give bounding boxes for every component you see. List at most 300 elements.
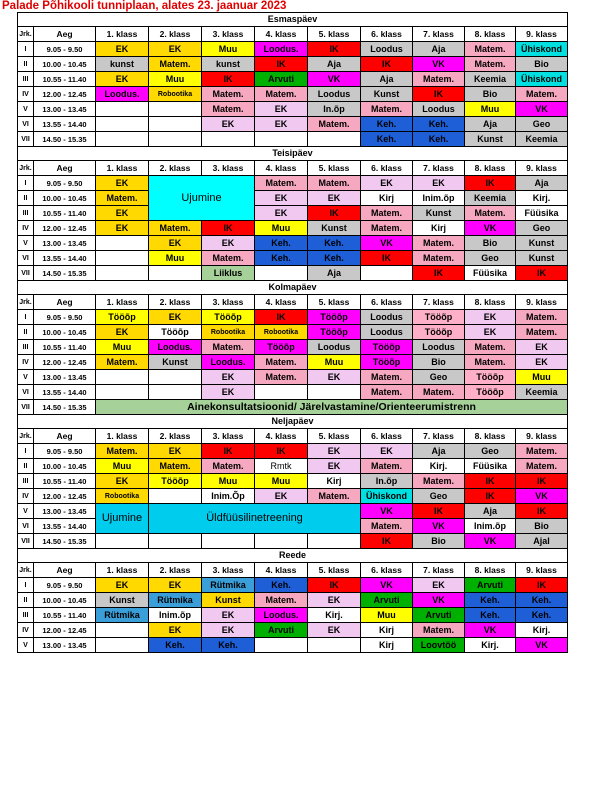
lesson-cell: Keh. xyxy=(516,593,568,608)
lesson-cell: EK xyxy=(96,474,149,489)
lesson-number: VII xyxy=(18,400,34,415)
lesson-cell: VK xyxy=(413,593,465,608)
lesson-row xyxy=(18,400,568,415)
lesson-cell: Loodus. xyxy=(255,608,308,623)
col-header-class: 1. klass xyxy=(96,27,149,42)
lesson-cell: IK xyxy=(202,221,255,236)
lesson-cell: Matem. xyxy=(308,117,361,132)
lesson-cell: Keh. xyxy=(516,608,568,623)
day-name: Esmaspäev xyxy=(18,13,568,27)
lesson-cell: Robootika xyxy=(149,87,202,102)
col-header-aeg: Aeg xyxy=(34,161,96,176)
lesson-cell: Muu xyxy=(149,72,202,87)
lesson-time: 10.55 - 11.40 xyxy=(34,608,96,623)
lesson-cell xyxy=(255,266,308,281)
lesson-cell: IK xyxy=(361,534,413,549)
lesson-time: 14.50 - 15.35 xyxy=(34,132,96,147)
lesson-cell xyxy=(149,370,202,385)
lesson-time: 10.55 - 11.40 xyxy=(34,474,96,489)
lesson-time: 9.05 - 9.50 xyxy=(34,444,96,459)
lesson-time: 13.55 - 14.40 xyxy=(34,117,96,132)
col-header-class: 6. klass xyxy=(361,563,413,578)
lesson-cell: EK xyxy=(308,593,361,608)
lesson-cell: Matem. xyxy=(465,42,516,57)
lesson-number: II xyxy=(18,191,34,206)
lesson-cell: Aja xyxy=(361,72,413,87)
lesson-cell: Matem. xyxy=(465,57,516,72)
lesson-cell: Arvuti xyxy=(255,72,308,87)
lesson-cell: Ujumine xyxy=(96,504,149,534)
lesson-cell: Geo xyxy=(465,444,516,459)
lesson-cell: Ajal xyxy=(516,534,568,549)
lesson-cell: EK xyxy=(149,444,202,459)
lesson-time: 13.00 - 13.45 xyxy=(34,370,96,385)
lesson-row xyxy=(18,474,568,489)
lesson-cell: IK xyxy=(255,57,308,72)
lesson-cell: Matem. xyxy=(149,57,202,72)
lesson-cell: Matem. xyxy=(255,355,308,370)
lesson-row xyxy=(18,236,568,251)
lesson-number: I xyxy=(18,310,34,325)
lesson-cell: EK xyxy=(96,176,149,191)
col-header-class: 9. klass xyxy=(516,161,568,176)
lesson-cell: Robootika xyxy=(96,489,149,504)
lesson-cell: EK xyxy=(202,236,255,251)
lesson-cell: Keh. xyxy=(308,251,361,266)
lesson-cell: Muu xyxy=(96,340,149,355)
lesson-cell: Matem. xyxy=(413,385,465,400)
lesson-cell: Tööõp xyxy=(308,310,361,325)
lesson-cell: Matem. xyxy=(516,87,568,102)
lesson-cell: Loodus xyxy=(361,325,413,340)
lesson-number: VII xyxy=(18,132,34,147)
lesson-cell xyxy=(96,638,149,653)
lesson-cell: Keh. xyxy=(255,236,308,251)
lesson-cell: kunst xyxy=(96,57,149,72)
lesson-cell: Loodus xyxy=(308,340,361,355)
lesson-cell: Matem. xyxy=(308,176,361,191)
column-header-row xyxy=(18,161,568,176)
lesson-cell: Matem. xyxy=(516,444,568,459)
lesson-cell: Tööõp xyxy=(149,325,202,340)
lesson-cell: Matem. xyxy=(96,355,149,370)
lesson-cell xyxy=(255,132,308,147)
lesson-cell: VK xyxy=(516,489,568,504)
col-header-class: 8. klass xyxy=(465,429,516,444)
lesson-row xyxy=(18,355,568,370)
lesson-time: 10.55 - 11.40 xyxy=(34,72,96,87)
lesson-row xyxy=(18,176,568,191)
lesson-cell xyxy=(96,370,149,385)
lesson-cell: EK xyxy=(308,370,361,385)
lesson-cell: Kunst xyxy=(516,236,568,251)
lesson-time: 13.00 - 13.45 xyxy=(34,102,96,117)
lesson-cell xyxy=(149,534,202,549)
lesson-cell: Keh. xyxy=(465,608,516,623)
lesson-cell: Muu xyxy=(516,370,568,385)
col-header-class: 5. klass xyxy=(308,429,361,444)
lesson-cell xyxy=(96,623,149,638)
lesson-cell: Üldfüüsilinetreening xyxy=(149,504,361,534)
lesson-cell: IK xyxy=(465,489,516,504)
lesson-time: 10.00 - 10.45 xyxy=(34,593,96,608)
col-header-class: 9. klass xyxy=(516,27,568,42)
lesson-row xyxy=(18,72,568,87)
lesson-cell: EK xyxy=(202,370,255,385)
lesson-cell xyxy=(96,102,149,117)
column-header-row xyxy=(18,563,568,578)
lesson-cell: Keemia xyxy=(516,385,568,400)
lesson-cell: Kunst xyxy=(413,206,465,221)
lesson-cell: Kunst xyxy=(308,221,361,236)
lesson-cell: VK xyxy=(465,534,516,549)
lesson-row xyxy=(18,504,568,519)
lesson-cell: EK xyxy=(361,176,413,191)
lesson-time: 13.00 - 13.45 xyxy=(34,504,96,519)
lesson-cell: Muu xyxy=(255,474,308,489)
lesson-time: 10.55 - 11.40 xyxy=(34,206,96,221)
lesson-cell: EK xyxy=(202,608,255,623)
lesson-time: 10.00 - 10.45 xyxy=(34,459,96,474)
lesson-cell xyxy=(202,132,255,147)
lesson-cell: Rütmika xyxy=(202,578,255,593)
lesson-number: II xyxy=(18,593,34,608)
col-header-class: 3. klass xyxy=(202,429,255,444)
lesson-time: 14.50 - 15.35 xyxy=(34,266,96,281)
lesson-number: III xyxy=(18,206,34,221)
lesson-number: V xyxy=(18,638,34,653)
lesson-cell: VK xyxy=(308,72,361,87)
lesson-cell: Kunst xyxy=(202,593,255,608)
lesson-number: V xyxy=(18,370,34,385)
lesson-cell: Matem. xyxy=(465,340,516,355)
page-title: Palade Põhikooli tunniplaan, alates 23. jaanuar 2023 xyxy=(2,0,287,12)
lesson-row xyxy=(18,623,568,638)
lesson-number: II xyxy=(18,57,34,72)
lesson-cell: Keh. xyxy=(308,236,361,251)
lesson-time: 12.00 - 12.45 xyxy=(34,489,96,504)
lesson-cell: IK xyxy=(516,578,568,593)
lesson-cell: Arvuti xyxy=(255,623,308,638)
lesson-cell: Matem. xyxy=(202,251,255,266)
lesson-cell: Inim.õp xyxy=(465,519,516,534)
col-header-class: 1. klass xyxy=(96,295,149,310)
lesson-cell: IK xyxy=(361,251,413,266)
lesson-cell: Robootika xyxy=(255,325,308,340)
lesson-cell: EK xyxy=(202,623,255,638)
lesson-cell: Tööõp xyxy=(202,310,255,325)
col-header-class: 4. klass xyxy=(255,295,308,310)
col-header-class: 5. klass xyxy=(308,27,361,42)
lesson-cell: Loodus. xyxy=(96,87,149,102)
lesson-cell: EK xyxy=(96,221,149,236)
lesson-row xyxy=(18,42,568,57)
lesson-cell: Muu xyxy=(202,42,255,57)
lesson-cell: EK xyxy=(255,489,308,504)
lesson-cell: Matem. xyxy=(255,176,308,191)
lesson-cell: EK xyxy=(413,578,465,593)
lesson-cell: VK xyxy=(465,221,516,236)
lesson-cell: Muu xyxy=(96,459,149,474)
lesson-cell: Füüsika xyxy=(516,206,568,221)
col-header-class: 8. klass xyxy=(465,27,516,42)
lesson-cell: Geo xyxy=(413,370,465,385)
lesson-cell: Arvuti xyxy=(465,578,516,593)
lesson-row xyxy=(18,206,568,221)
lesson-cell: Matem. xyxy=(465,355,516,370)
day-name: Neljapäev xyxy=(18,415,568,429)
lesson-cell: Aja xyxy=(465,117,516,132)
col-header-class: 4. klass xyxy=(255,563,308,578)
lesson-time: 9.05 - 9.50 xyxy=(34,42,96,57)
lesson-cell: EK xyxy=(308,459,361,474)
lesson-cell: EK xyxy=(465,325,516,340)
lesson-cell: kunst xyxy=(202,57,255,72)
col-header-class: 1. klass xyxy=(96,429,149,444)
col-header-class: 2. klass xyxy=(149,161,202,176)
lesson-cell: Ühiskond xyxy=(516,42,568,57)
lesson-cell xyxy=(202,534,255,549)
col-header-class: 9. klass xyxy=(516,429,568,444)
lesson-time: 10.00 - 10.45 xyxy=(34,325,96,340)
col-header-class: 7. klass xyxy=(413,295,465,310)
lesson-cell: Keh. xyxy=(149,638,202,653)
lesson-cell: Bio xyxy=(516,519,568,534)
col-header-aeg: Aeg xyxy=(34,295,96,310)
lesson-number: I xyxy=(18,42,34,57)
lesson-cell: Matem. xyxy=(516,310,568,325)
lesson-cell: IK xyxy=(516,266,568,281)
lesson-cell xyxy=(255,638,308,653)
lesson-cell: Aja xyxy=(465,504,516,519)
lesson-cell: Geo xyxy=(516,221,568,236)
lesson-number: IV xyxy=(18,221,34,236)
lesson-cell: Kirj xyxy=(413,221,465,236)
lesson-row xyxy=(18,370,568,385)
lesson-cell: Rmtk xyxy=(255,459,308,474)
lesson-cell: Matem. xyxy=(96,191,149,206)
lesson-cell: Kirj xyxy=(361,191,413,206)
lesson-cell: EK xyxy=(516,355,568,370)
lesson-row xyxy=(18,221,568,236)
lesson-cell: EK xyxy=(255,191,308,206)
lesson-row xyxy=(18,534,568,549)
lesson-cell: Kirj xyxy=(361,638,413,653)
lesson-cell: Keh. xyxy=(255,251,308,266)
lesson-number: VI xyxy=(18,117,34,132)
lesson-cell xyxy=(149,132,202,147)
col-header-class: 3. klass xyxy=(202,27,255,42)
col-header-class: 3. klass xyxy=(202,563,255,578)
lesson-cell: Muu xyxy=(202,474,255,489)
lesson-cell: Tööõp xyxy=(308,325,361,340)
column-header-row xyxy=(18,429,568,444)
lesson-cell: Kunst xyxy=(516,251,568,266)
lesson-row xyxy=(18,251,568,266)
lesson-cell: IK xyxy=(465,474,516,489)
consultation-banner: Ainekonsultatsioonid/ Järelvastamine/Orienteerumistrenn xyxy=(96,400,568,415)
lesson-row xyxy=(18,489,568,504)
lesson-row xyxy=(18,608,568,623)
lesson-cell: Loodus. xyxy=(255,42,308,57)
lesson-row xyxy=(18,638,568,653)
lesson-cell: Geo xyxy=(465,251,516,266)
lesson-row xyxy=(18,340,568,355)
col-header-class: 3. klass xyxy=(202,161,255,176)
lesson-number: VI xyxy=(18,519,34,534)
lesson-cell: Matem. xyxy=(202,459,255,474)
lesson-cell: Geo xyxy=(516,117,568,132)
lesson-number: III xyxy=(18,340,34,355)
lesson-cell: Matem. xyxy=(255,593,308,608)
lesson-cell: EK xyxy=(361,444,413,459)
col-header-class: 3. klass xyxy=(202,295,255,310)
lesson-cell: Robootika xyxy=(202,325,255,340)
lesson-cell xyxy=(308,385,361,400)
lesson-cell: Matem. xyxy=(361,102,413,117)
lesson-cell: EK xyxy=(516,340,568,355)
lesson-cell: Tööõp xyxy=(96,310,149,325)
lesson-cell: Tööõp xyxy=(255,340,308,355)
lesson-cell: EK xyxy=(255,206,308,221)
lesson-cell: Matem. xyxy=(361,370,413,385)
lesson-cell: Loodus xyxy=(308,87,361,102)
lesson-cell: EK xyxy=(96,72,149,87)
col-header-class: 7. klass xyxy=(413,161,465,176)
col-header-class: 4. klass xyxy=(255,27,308,42)
column-header-row xyxy=(18,295,568,310)
lesson-cell: Keh. xyxy=(413,117,465,132)
lesson-cell: Aja xyxy=(308,57,361,72)
day-name: Teisipäev xyxy=(18,147,568,161)
lesson-row xyxy=(18,266,568,281)
lesson-cell: Kirj. xyxy=(308,608,361,623)
lesson-cell: Tööõp xyxy=(149,474,202,489)
lesson-cell: Kirj. xyxy=(413,459,465,474)
lesson-cell: Arvuti xyxy=(413,608,465,623)
col-header-class: 8. klass xyxy=(465,563,516,578)
lesson-cell: EK xyxy=(96,42,149,57)
lesson-row xyxy=(18,102,568,117)
lesson-cell xyxy=(96,385,149,400)
lesson-time: 13.55 - 14.40 xyxy=(34,385,96,400)
lesson-cell: Matem. xyxy=(96,444,149,459)
col-header-class: 1. klass xyxy=(96,161,149,176)
lesson-cell: Keemia xyxy=(465,72,516,87)
column-header-row xyxy=(18,27,568,42)
lesson-cell: Loodus xyxy=(413,102,465,117)
col-header-class: 1. klass xyxy=(96,563,149,578)
lesson-cell: Kunst xyxy=(149,355,202,370)
lesson-cell: VK xyxy=(361,504,413,519)
lesson-row xyxy=(18,593,568,608)
lesson-cell: In.õp xyxy=(361,474,413,489)
lesson-cell: Matem. xyxy=(516,459,568,474)
day-name: Reede xyxy=(18,549,568,563)
lesson-cell: EK xyxy=(255,102,308,117)
lesson-time: 10.55 - 11.40 xyxy=(34,340,96,355)
lesson-number: I xyxy=(18,176,34,191)
lesson-cell xyxy=(361,266,413,281)
lesson-cell: IK xyxy=(413,504,465,519)
lesson-number: V xyxy=(18,504,34,519)
col-header-class: 7. klass xyxy=(413,563,465,578)
lesson-cell xyxy=(149,102,202,117)
lesson-cell: Matem. xyxy=(413,623,465,638)
lesson-cell: Loodus xyxy=(413,340,465,355)
lesson-time: 12.00 - 12.45 xyxy=(34,221,96,236)
lesson-cell: Matem. xyxy=(149,459,202,474)
lesson-cell: Matem. xyxy=(361,385,413,400)
lesson-time: 12.00 - 12.45 xyxy=(34,87,96,102)
lesson-cell xyxy=(255,534,308,549)
lesson-cell: Loodus xyxy=(361,310,413,325)
lesson-row xyxy=(18,57,568,72)
lesson-row xyxy=(18,117,568,132)
lesson-cell: EK xyxy=(149,236,202,251)
col-header-class: 8. klass xyxy=(465,295,516,310)
lesson-cell xyxy=(96,534,149,549)
lesson-cell: Keemia xyxy=(516,132,568,147)
lesson-cell: Kunst xyxy=(465,132,516,147)
lesson-cell: Bio xyxy=(413,355,465,370)
lesson-row xyxy=(18,459,568,474)
lesson-cell xyxy=(149,117,202,132)
lesson-cell: Füüsika xyxy=(465,266,516,281)
lesson-cell: Bio xyxy=(413,534,465,549)
col-header-jrk: Jrk. xyxy=(18,161,34,176)
lesson-cell: EK xyxy=(149,623,202,638)
lesson-cell: IK xyxy=(255,444,308,459)
lesson-cell: EK xyxy=(202,385,255,400)
lesson-number: IV xyxy=(18,623,34,638)
lesson-cell xyxy=(308,534,361,549)
col-header-class: 5. klass xyxy=(308,295,361,310)
lesson-time: 14.50 - 15.35 xyxy=(34,400,96,415)
lesson-cell: Muu xyxy=(465,102,516,117)
lesson-cell: Geo xyxy=(413,489,465,504)
lesson-time: 10.00 - 10.45 xyxy=(34,191,96,206)
lesson-cell xyxy=(96,251,149,266)
col-header-jrk: Jrk. xyxy=(18,27,34,42)
lesson-cell: Matem. xyxy=(255,370,308,385)
lesson-cell: IK xyxy=(516,474,568,489)
lesson-cell: EK xyxy=(308,623,361,638)
lesson-cell: EK xyxy=(149,310,202,325)
col-header-class: 2. klass xyxy=(149,27,202,42)
lesson-time: 13.00 - 13.45 xyxy=(34,236,96,251)
col-header-class: 5. klass xyxy=(308,563,361,578)
lesson-cell: Muu xyxy=(361,608,413,623)
lesson-cell: VK xyxy=(465,623,516,638)
lesson-row xyxy=(18,325,568,340)
lesson-cell: Loovtöö xyxy=(413,638,465,653)
lesson-number: II xyxy=(18,325,34,340)
lesson-cell: Füüsika xyxy=(465,459,516,474)
lesson-cell: Tööõp xyxy=(413,310,465,325)
lesson-cell: Ühiskond xyxy=(361,489,413,504)
lesson-cell: Kirj. xyxy=(516,191,568,206)
lesson-cell: Matem. xyxy=(361,221,413,236)
lesson-cell: Matem. xyxy=(202,340,255,355)
lesson-cell xyxy=(255,385,308,400)
col-header-class: 2. klass xyxy=(149,295,202,310)
lesson-cell: VK xyxy=(361,578,413,593)
col-header-class: 2. klass xyxy=(149,429,202,444)
col-header-jrk: Jrk. xyxy=(18,563,34,578)
lesson-cell: Keh. xyxy=(413,132,465,147)
lesson-cell: Keh. xyxy=(361,117,413,132)
